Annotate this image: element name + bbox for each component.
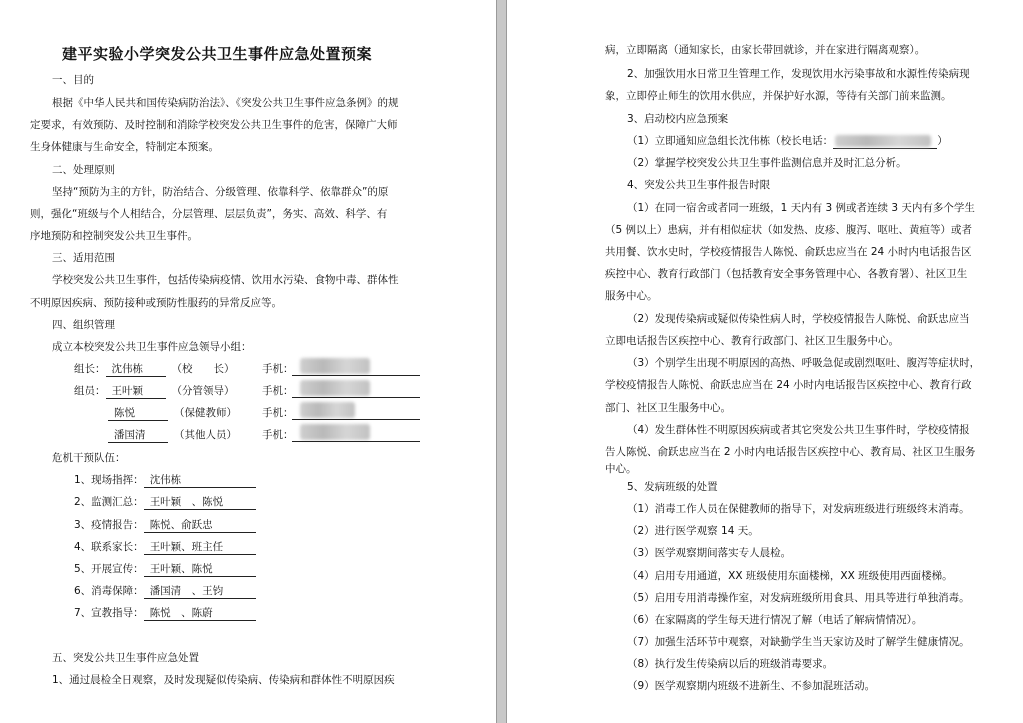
- paragraph-line: 3、启动校内应急预案: [627, 113, 729, 125]
- contact-close: ）: [937, 135, 948, 147]
- paragraph-line: 告人陈悦、俞跃忠应当在 2 小时内电话报告区疾控中心、教育局、社区卫生服务: [605, 446, 976, 458]
- document-page-left: [0, 0, 496, 723]
- crisis-value: 陈悦、俞跃忠: [144, 518, 256, 533]
- paragraph-line: （4）启用专用通道，XX 班级使用东面楼梯，XX 班级使用西面楼梯。: [627, 570, 953, 582]
- paragraph-line: 4、突发公共卫生事件报告时限: [627, 179, 771, 191]
- paragraph-line: 2、加强饮用水日常卫生管理工作，发现饮用水污染事故和水源性传染病现: [627, 68, 970, 80]
- paragraph-line: （6）在家隔离的学生每天进行情况了解（电话了解病情情况）。: [627, 614, 923, 626]
- paragraph-line: 5、发病班级的处置: [627, 481, 718, 493]
- team-row-leader: [74, 362, 235, 377]
- crisis-team-intro: 危机干预队伍：: [52, 452, 126, 464]
- crisis-row: [74, 473, 256, 488]
- team-role: （校 长）: [171, 363, 235, 375]
- contact-text: （1）立即通知应急组长沈伟栋（校长电话：: [627, 135, 834, 147]
- team-row-member: [108, 428, 237, 443]
- crisis-row: [74, 518, 256, 533]
- paragraph-line: （5 例以上）患病，并有相似症状（如发热、皮疹、腹泻、呕吐、黄疸等）或者: [605, 224, 973, 236]
- team-role: （分管领导）: [171, 385, 235, 397]
- phone-label: 手机：: [262, 429, 294, 441]
- team-row-member: [74, 384, 235, 399]
- phone-label: 手机：: [262, 385, 294, 397]
- crisis-label: 4、联系家长：: [74, 541, 144, 553]
- section-1-heading: 一、目的: [52, 74, 94, 86]
- paragraph-line: （2）掌握学校突发公共卫生事件监测信息并及时汇总分析。: [627, 157, 907, 169]
- paragraph-line: （9）医学观察期内班级不进新生、不参加混班活动。: [627, 680, 876, 692]
- section-3-heading: 三、适用范围: [52, 252, 115, 264]
- paragraph-line: 象，立即停止师生的饮用水供应，并保护好水源，等待有关部门前来监测。: [605, 90, 952, 102]
- crisis-value: 沈伟栋: [144, 473, 256, 488]
- crisis-value: 潘国清 、王钧: [144, 584, 256, 599]
- paragraph-line: （3）个别学生出现不明原因的高热、呼吸急促或剧烈呕吐、腹泻等症状时，: [627, 357, 981, 369]
- paragraph-line: （3）医学观察期间落实专人晨检。: [627, 547, 792, 559]
- team-intro: 成立本校突发公共卫生事件应急领导小组：: [52, 341, 252, 353]
- crisis-value: 王叶颖 、陈悦: [144, 495, 256, 510]
- crisis-label: 7、宣教指导：: [74, 607, 144, 619]
- phone-label: 手机：: [262, 363, 294, 375]
- paragraph-line: 病，立即隔离（通知家长，由家长带回就诊，并在家进行隔离观察）。: [605, 44, 926, 56]
- page-gutter: [496, 0, 507, 723]
- paragraph-line: 定要求，有效预防、及时控制和消除学校突发公共卫生事件的危害，保障广大师: [30, 119, 398, 131]
- team-role: （其他人员）: [174, 429, 237, 441]
- phone-underline: [292, 375, 420, 376]
- redacted-phone-field: [833, 134, 937, 149]
- team-label: 组员：: [74, 385, 106, 397]
- page-title: 建平实验小学突发公共卫生事件应急处置预案: [62, 45, 373, 63]
- team-name: 陈悦: [108, 406, 168, 421]
- crisis-label: 2、监测汇总：: [74, 496, 144, 508]
- crisis-row: [74, 562, 256, 577]
- redacted-phone: [835, 135, 931, 147]
- crisis-value: 王叶颖、陈悦: [144, 562, 256, 577]
- redacted-phone: [300, 402, 355, 418]
- paragraph-line: 服务中心。: [605, 290, 658, 302]
- redacted-phone: [300, 424, 370, 440]
- paragraph-line: 1、通过晨检全日观察，及时发现疑似传染病、传染病和群体性不明原因疾: [52, 674, 395, 686]
- team-name: 沈伟栋: [106, 362, 166, 377]
- crisis-row: [74, 540, 256, 555]
- paragraph-line: 立即电话报告区疾控中心、教育行政部门、社区卫生服务中心。: [605, 335, 899, 347]
- crisis-label: 1、现场指挥：: [74, 474, 144, 486]
- paragraph-line: 不明原因疾病、预防接种或预防性服药的异常反应等。: [30, 297, 282, 309]
- crisis-value: 王叶颖、班主任: [144, 540, 256, 555]
- paragraph-line: 中心。: [605, 463, 637, 475]
- document-page-right: [507, 0, 1023, 723]
- paragraph-line: （4）发生群体性不明原因疾病或者其它突发公共卫生事件时，学校疫情报: [627, 424, 970, 436]
- team-label: 组长：: [74, 363, 106, 375]
- paragraph-line: 部门、社区卫生服务中心。: [605, 402, 731, 414]
- crisis-label: 3、疫情报告：: [74, 519, 144, 531]
- redacted-phone: [300, 380, 370, 396]
- crisis-row: [74, 495, 256, 510]
- team-name: 王叶颖: [106, 384, 166, 399]
- paragraph-line: （1）在同一宿舍或者同一班级，1 天内有 3 例或者连续 3 天内有多个学生: [627, 202, 975, 214]
- crisis-value: 陈悦 、陈蔚: [144, 606, 256, 621]
- paragraph-line: 则，强化“班级与个人相结合，分层管理、层层负责”，务实、高效、科学、有: [30, 208, 388, 220]
- team-row-member: [108, 406, 237, 421]
- paragraph-line: （2）进行医学观察 14 天。: [627, 525, 759, 537]
- section-2-heading: 二、处理原则: [52, 164, 115, 176]
- section-5-heading: 五、突发公共卫生事件应急处置: [52, 652, 199, 664]
- paragraph-line: （2）发现传染病或疑似传染性病人时，学校疫情报告人陈悦、俞跃忠应当: [627, 313, 970, 325]
- phone-label: 手机：: [262, 407, 294, 419]
- phone-underline: [292, 397, 420, 398]
- paragraph-line: （7）加强生活环节中观察，对缺勤学生当天家访及时了解学生健康情况。: [627, 636, 970, 648]
- team-name: 潘国清: [108, 428, 168, 443]
- paragraph-line: （8）执行发生传染病以后的班级消毒要求。: [627, 658, 834, 670]
- paragraph-line: 疾控中心、教育行政部门（包括教育安全事务管理中心、各教育署）、社区卫生: [605, 268, 968, 280]
- paragraph-line: （5）启用专用消毒操作室，对发病班级所用食具、用具等进行单独消毒。: [627, 592, 970, 604]
- redacted-phone: [300, 358, 370, 374]
- phone-underline: [292, 419, 420, 420]
- paragraph-line: 序地预防和控制突发公共卫生事件。: [30, 230, 198, 242]
- paragraph-line: 共用餐、饮水史时，学校疫情报告人陈悦、俞跃忠应当在 24 小时内电话报告区: [605, 246, 972, 258]
- paragraph-line: （1）消毒工作人员在保健教师的指导下，对发病班级进行班级终末消毒。: [627, 503, 970, 515]
- team-role: （保健教师）: [174, 407, 237, 419]
- paragraph-line: 学校突发公共卫生事件，包括传染病疫情、饮用水污染、食物中毒、群体性: [52, 274, 399, 286]
- crisis-label: 6、消毒保障：: [74, 585, 144, 597]
- crisis-row: [74, 606, 256, 621]
- phone-underline: [292, 441, 420, 442]
- paragraph-line: 根据《中华人民共和国传染病防治法》、《突发公共卫生事件应急条例》的规: [52, 97, 399, 109]
- paragraph-line: [627, 134, 948, 149]
- crisis-row: [74, 584, 256, 599]
- crisis-label: 5、开展宣传：: [74, 563, 144, 575]
- section-4-heading: 四、组织管理: [52, 319, 115, 331]
- paragraph-line: 坚持“预防为主的方针，防治结合、分级管理、依靠科学、依靠群众”的原: [52, 186, 389, 198]
- paragraph-line: 生身体健康与生命安全，特制定本预案。: [30, 141, 219, 153]
- paragraph-line: 学校疫情报告人陈悦、俞跃忠应当在 24 小时内电话报告区疾控中心、教育行政: [605, 379, 972, 391]
